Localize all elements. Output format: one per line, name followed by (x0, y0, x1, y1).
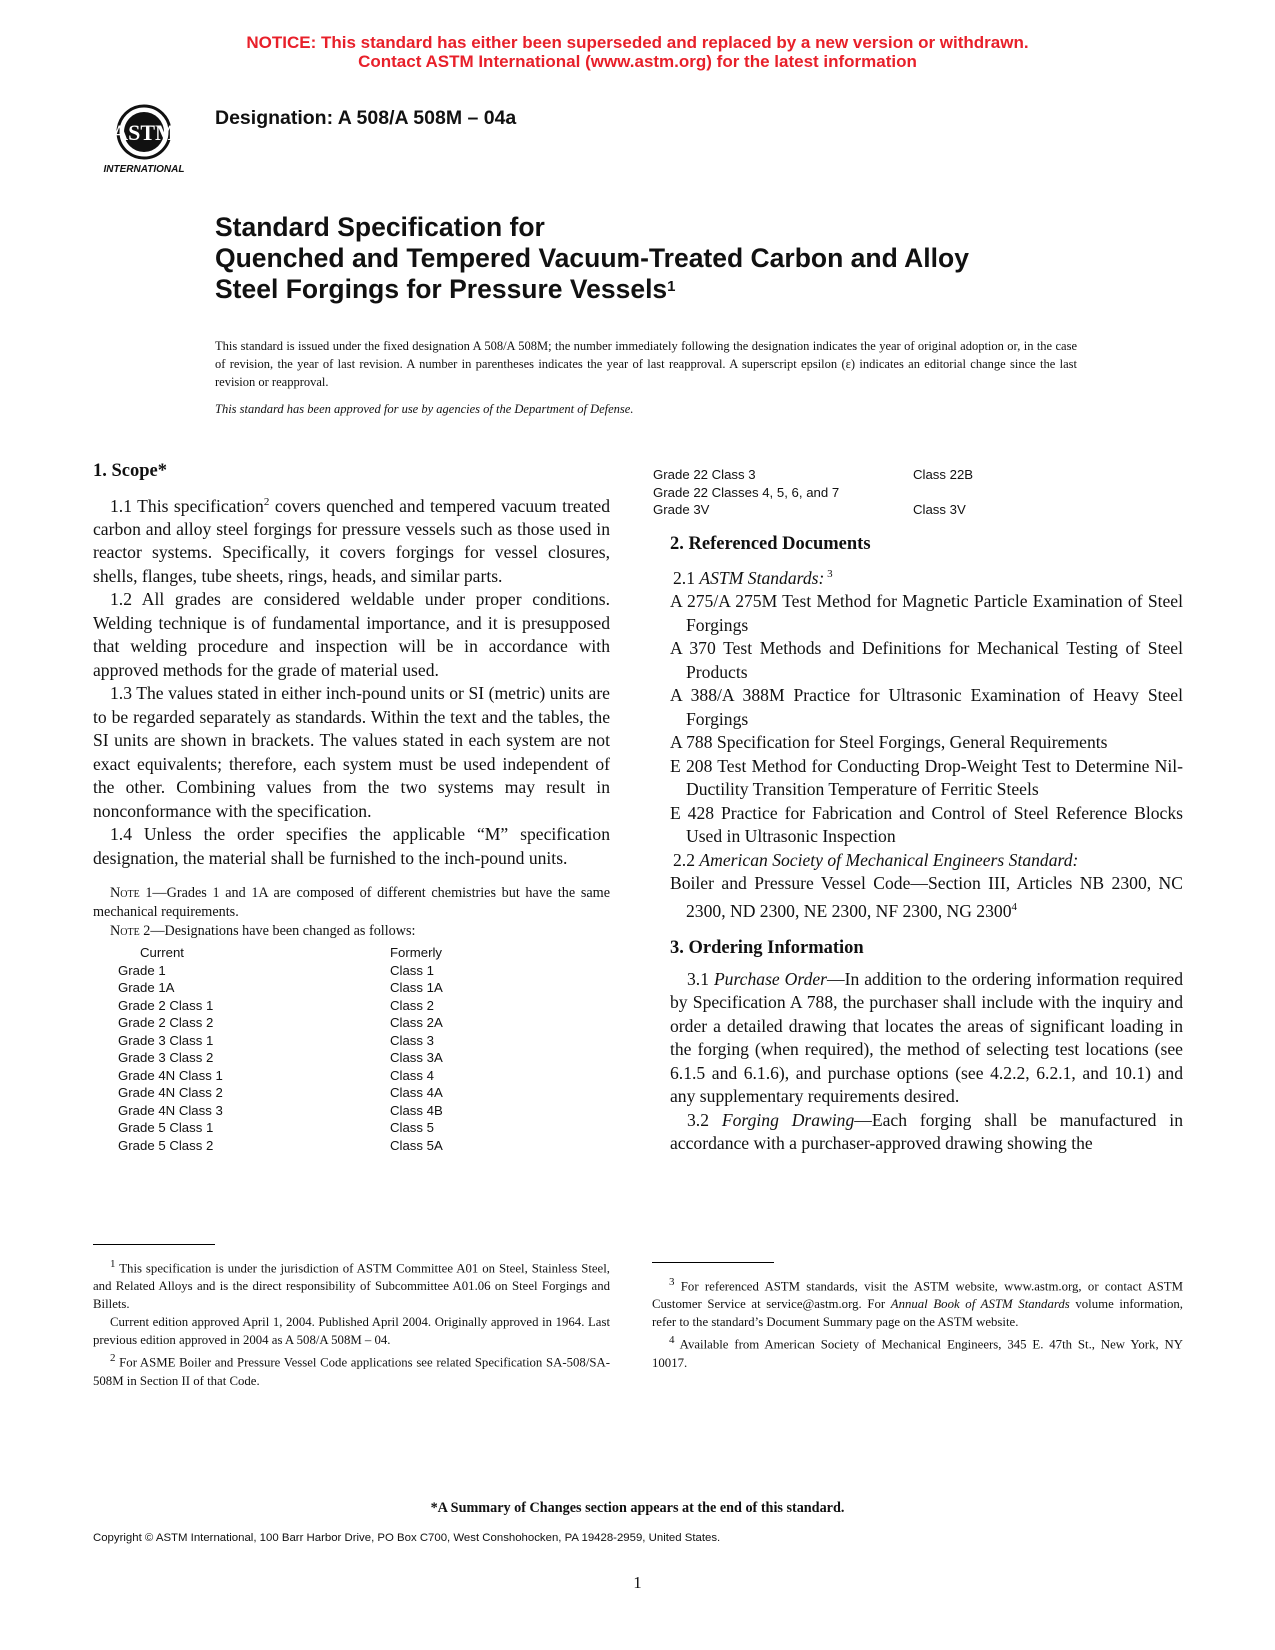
grade-current-cell: Grade 5 Class 1 (118, 1120, 214, 1136)
grade-table-row (118, 1084, 443, 1102)
grade-table-row (118, 1119, 443, 1137)
scope-para-2: 1.2 All grades are considered weldable under proper conditions. Welding technique is of fundamental importance, and it is presupposed that welding procedure and inspection will be in accordance with approved methods for the grade of material used. (93, 589, 610, 680)
asme-subheading: 2.2 American Society of Mechanical Engineers Standard: (673, 849, 1079, 870)
footnote-4: $^4$ Available from American Society of Mechanical Engineers, 345 E. 47th St., New York, NY 10017. (652, 1334, 1183, 1370)
grade-current-cell: Grade 22 Classes 4, 5, 6, and 7 (653, 484, 840, 500)
notice-line-1: NOTICE: This standard has either been superseded and replaced by a new version or withdrawn. (246, 33, 1029, 52)
title-line-2: Quenched and Tempered Vacuum-Treated Carbon and Alloy (215, 243, 969, 273)
grade-current-cell: Grade 4N Class 2 (118, 1085, 223, 1101)
footnotes-right (652, 1273, 1183, 1372)
grade-formerly-cell: Class 2 (390, 997, 434, 1013)
ordering-para-2: 3.2 Forging Drawing—Each forging shall be manufactured in accordance with a purchaser-approved drawing showing the (670, 1109, 1183, 1154)
footnote-rule-right (652, 1262, 774, 1263)
notice-line-2: Contact ASTM International (www.astm.org) for the latest information (358, 52, 917, 71)
reference-item: E 428 Practice for Fabrication and Control of Steel Reference Blocks Used in Ultrasonic Inspection (670, 802, 1183, 847)
grade-formerly-cell: Class 3V (913, 502, 966, 517)
referenced-heading: 2. Referenced Documents (670, 533, 871, 554)
title-line-3: Steel Forgings for Pressure Vessels (215, 274, 668, 304)
grade-table-row (118, 997, 443, 1015)
designation: Designation: A 508/A 508M – 04a (215, 107, 517, 129)
grade-current-cell: Grade 4N Class 1 (118, 1067, 223, 1083)
grade-formerly-cell: Class 5A (390, 1137, 443, 1153)
astm-logo (98, 104, 190, 178)
astm-reference-list (670, 590, 1183, 849)
grade-table-row (653, 501, 973, 519)
scope-para-4: 1.4 Unless the order specifies the applicable “M” specification designation, the material shall be furnished to the inch-pound units. (93, 824, 610, 868)
grade-current-cell: Grade 4N Class 3 (118, 1102, 223, 1118)
grade-header-current: Current (140, 945, 184, 961)
title-footnote-ref: 1 (667, 278, 676, 295)
grade-table-part-2 (653, 466, 973, 519)
page-number: 1 (633, 1573, 642, 1592)
ordering-heading: 3. Ordering Information (670, 938, 864, 959)
grade-table-row (118, 1014, 443, 1032)
grade-formerly-cell: Class 4 (390, 1067, 434, 1083)
astm-logo-icon (98, 104, 190, 178)
grade-formerly-cell: Class 1A (390, 980, 443, 996)
grade-table-row (118, 1102, 443, 1120)
grade-table-row (118, 1032, 443, 1050)
grade-current-cell: Grade 1 (118, 962, 166, 978)
footnote-2: $^2$ For ASME Boiler and Pressure Vessel Code applications see related Specification SA-508/SA-508M in Section II of that Code. (93, 1352, 610, 1388)
footnote-1: $^1$ This specification is under the jurisdiction of ASTM Committee A01 on Steel, Stainless Steel, and Related Alloys and is the direct responsibility of Subcommittee A01.06 on Steel Forgings and Billets. (93, 1258, 610, 1312)
reference-item: A 388/A 388M Practice for Ultrasonic Examination of Heavy Steel Forgings (670, 685, 1183, 729)
grade-formerly-cell: Class 2A (390, 1015, 443, 1031)
grade-current-cell: Grade 3 Class 1 (118, 1032, 214, 1048)
reference-item: A 788 Specification for Steel Forgings, General Requirements (670, 732, 1108, 753)
reference-item: E 208 Test Method for Conducting Drop-Weight Test to Determine Nil-Ductility Transition Temperature of Ferritic Steels (670, 755, 1183, 800)
grade-current-cell: Grade 3V (653, 502, 710, 517)
footnote-3: $^3$ For referenced ASTM standards, visit the ASTM website, www.astm.org, or contact ASTM Customer Service at service@astm.org. For Annual Book of ASTM Standards volume information, refer to the standard’s Document Summary page on the ASTM website. (652, 1276, 1184, 1330)
grade-formerly-cell: Class 1 (390, 962, 434, 978)
logo-subtitle: INTERNATIONAL (103, 164, 185, 175)
grade-formerly-cell: Class 3A (390, 1050, 443, 1066)
scope-heading: 1. Scope* (93, 461, 167, 481)
asme-reference-list (670, 872, 1183, 923)
left-column (93, 460, 610, 1154)
grade-formerly-cell: Class 4A (390, 1085, 443, 1101)
grade-formerly-cell (913, 484, 973, 502)
grade-table-row (118, 979, 443, 997)
grade-current-cell: Grade 3 Class 2 (118, 1050, 214, 1066)
summary-of-changes-note: *A Summary of Changes section appears at the end of this standard. (430, 1500, 845, 1516)
footnotes-left (93, 1255, 610, 1390)
scope-para-1: 1.1 This specification$^2$ covers quenched and tempered vacuum treated carbon and alloy steel forgings for pressure vessels such as those used in reactor systems. Specifically, it covers forgings for vessel closures, shells, flanges, tube sheets, rings, heads, and similar parts. (93, 495, 610, 586)
right-column (653, 466, 1184, 1156)
grade-table-row (118, 962, 443, 980)
grade-current-cell: Grade 2 Class 1 (118, 997, 214, 1013)
grade-table-row (118, 1049, 443, 1067)
logo-mark: ASTM (112, 120, 176, 145)
grade-header-formerly: Formerly (390, 945, 443, 961)
grade-table-row (653, 484, 973, 502)
grade-formerly-cell: Class 22B (913, 467, 974, 482)
note-1: Note 1—Grades 1 and 1A are composed of different chemistries but have the same mechanical requirements. (93, 885, 610, 921)
reference-item: A 370 Test Methods and Definitions for Mechanical Testing of Steel Products (670, 638, 1183, 682)
ordering-para-1: 3.1 Purchase Order—In addition to the ordering information required by Specification A 788, the purchaser shall include with the inquiry and order a detailed drawing that locates the areas of significant loading in the forging (when required), the method of selecting test locations (see 6.1.5 and 6.1.6), and purchase options (see 4.2.2, 6.2.1, and 10.1) and any supplementary requirements desired. (670, 968, 1184, 1107)
reference-item: A 275/A 275M Test Method for Magnetic Particle Examination of Steel Forgings (670, 591, 1183, 635)
document-title (215, 212, 1115, 305)
issuance-statement: This standard is issued under the fixed designation A 508/A 508M; the number immediately following the designation indicates the year of original adoption or, in the case of revision, the year of last revision. A number in parentheses indicates the year of last reapproval. A superscript epsilon (ε) indicates an editorial change since the last revision or reapproval. (215, 339, 1077, 389)
reference-item: Boiler and Pressure Vessel Code—Section III, Articles NB 2300, NC 2300, ND 2300, NE 2300, NF 2300, NG 2300$^4$ (670, 873, 1183, 921)
grade-table-part-1 (118, 944, 443, 1154)
note-2: Note 2—Designations have been changed as follows: (110, 923, 416, 940)
scope-para-3: 1.3 The values stated in either inch-pound units or SI (metric) units are to be regarded separately as standards. Within the text and the tables, the SI units are shown in brackets. The values stated in each system are not exact equivalents; therefore, each system must be used independent of the other. Combining values from the two systems may result in nonconformance with the specification. (93, 683, 610, 821)
withdrawal-notice (0, 33, 1275, 71)
grade-formerly-cell: Class 4B (390, 1102, 443, 1118)
copyright-line: Copyright © ASTM International, 100 Barr Harbor Drive, PO Box C700, West Conshohocken, PA 19428-2959, United States. (93, 1532, 721, 1544)
grade-current-cell: Grade 22 Class 3 (653, 467, 756, 482)
footnote-1-edition: Current edition approved April 1, 2004. Published April 2004. Originally approved in 1964. Last previous edition approved in 2004 as A 508/A 508M – 04. (93, 1315, 610, 1348)
dod-approval-note: This standard has been approved for use by agencies of the Department of Defense. (215, 402, 634, 416)
grade-table-row (118, 1067, 443, 1085)
grade-current-cell: Grade 5 Class 2 (118, 1137, 214, 1153)
title-line-1: Standard Specification for (215, 212, 545, 242)
footnote-rule-left (93, 1244, 215, 1245)
astm-standards-subheading: 2.1 ASTM Standards: $^3$ (673, 567, 833, 588)
grade-current-cell: Grade 2 Class 2 (118, 1015, 214, 1031)
grade-table-row (653, 466, 973, 484)
grade-formerly-cell: Class 5 (390, 1120, 434, 1136)
grade-formerly-cell: Class 3 (390, 1032, 434, 1048)
grade-current-cell: Grade 1A (118, 980, 175, 996)
grade-table-row (118, 1137, 443, 1155)
